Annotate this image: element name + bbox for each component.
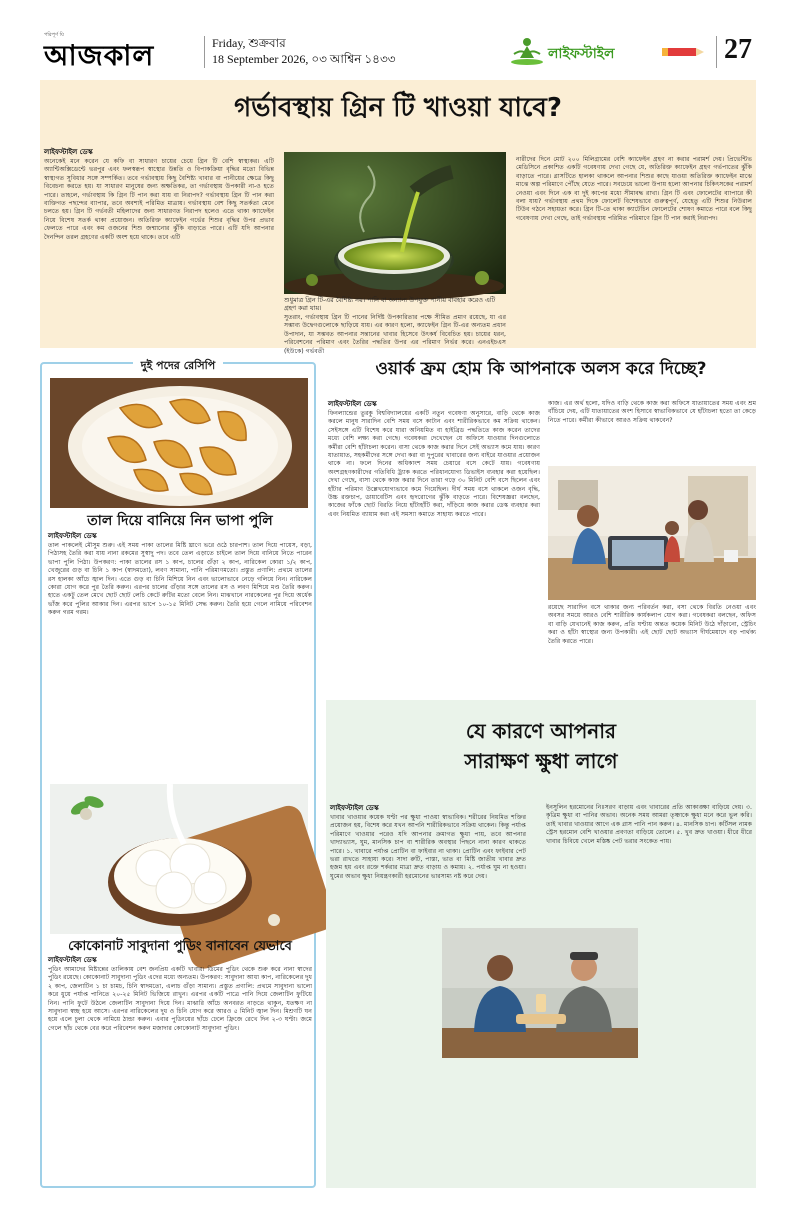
wfh-col1: ফিনল্যান্ডের তুরকু বিশ্ববিদ্যালয়ের একটি নতুন গবেষণা অনুসারে, বাড়ি থেকে কাজ করলে মানুষ সারাদিন বেশি সময় বসে কাটান এবং শারীরিকভাবে কম সক্রিয় থাকেন। সেইসঙ্গে এটি বিশেষ করে যারা অনিয়মিত বা হাইব্রিড পদ্ধতিতে কাজ করেন তাদের মধ্যে বেশি লক্ষ্য করা গেছে। গবেষকরা দেখেছেন যে অফিসে যাওয়ার দিনগুলোতে কর্মীরা বেশি হাঁটাচলা করেন। বাসা থেকে কাজ করার দিনে সেই অভ্যাস কমে যায়। কারণ যাতায়াত, সহকর্মীদের সঙ্গে দেখা করা বা দুপুরের খাবারের জন্য বাইরে যাওয়ার প্রয়োজন থাকে না। ফলে দিনের অধিকাংশ সময় চেয়ারে বসে কেটে যায়। গবেষণায় অংশগ্রহণকারীদের গতিবিধি ট্র্যাক করতে পরিধানযোগ্য ডিভাইস ব্যবহার করা হয়েছিল। দেখা গেছে, বাসা থেকে কাজ করার দিনে তারা গড়ে ৩০ মিনিট বেশি বসে ছিলেন এবং হাঁটার পরিমাণ উল্লেখযোগ্যভাবে কমে গিয়েছিল। দীর্ঘ সময় বসে থাকলে ওজন বৃদ্ধি, উচ্চ রক্তচাপ, ডায়াবেটিস এবং হৃদরোগের ঝুঁকি বাড়তে পারে। বিশেষজ্ঞরা বলছেন, কাজের ফাঁকে ছোট বিরতি নিয়ে হাঁটাহাঁটি করা, দাঁড়িয়ে কাজ করার ডেস্ক ব্যবহার করা এবং নিয়মিত ব্যায়াম করা এই সমস্যা কমাতে সাহায্য করতে পারে। — [328, 410, 540, 518]
hunger-byline: লাইফস্টাইল ডেস্ক — [330, 804, 379, 812]
hunger-article — [326, 700, 756, 1188]
hunger-headline-line2: সারাক্ষণ ক্ষুধা লাগে — [464, 749, 618, 773]
page-header — [40, 32, 756, 74]
hunger-col1: খাবার খাওয়ার কয়েক ঘণ্টা পর ক্ষুধা পাওয়া স্বাভাবিক। শরীরের নিয়মিত শক্তির প্রয়োজন হয়, বিশেষ করে যখন আপনি শারীরিকভাবে সক্রিয় থাকেন। কিন্তু পর্যাপ্ত পরিমাণে খাওয়ার পরেও যদি আপনার ক্রমাগত ক্ষুধা পায়, তবে আপনার খাদ্যাভ্যাস, ঘুম, মানসিক চাপ বা শারীরিক অবস্থার পিছনে নানা কারণ থাকতে পারে। ১. খাবারে পর্যাপ্ত প্রোটিন বা ফাইবার না থাকা। প্রোটিন এবং ফাইবার পেট ভরা রাখতে সাহায্য করে। সাদা রুটি, পাস্তা, ভাত বা মিষ্টি জাতীয় খাবার দ্রুত হজম হয় এবং রক্তে শর্করার মাত্রা দ্রুত বাড়ায় ও কমায়। ২. পর্যাপ্ত ঘুম না হওয়া। ঘুমের অভাব ক্ষুধা নিয়ন্ত্রণকারী হরমোনের ভারসাম্য নষ্ট করে দেয়। — [330, 814, 526, 880]
lifestyle-section-logo — [510, 36, 710, 66]
top-article-byline: লাইফস্টাইল ডেস্ক — [44, 148, 93, 156]
wfh-byline: লাইফস্টাইল ডেস্ক — [328, 400, 377, 408]
recipe2-byline: লাইফস্টাইল ডেস্ক — [48, 956, 97, 964]
wfh-article — [326, 352, 756, 688]
header-divider-right — [716, 36, 717, 68]
pudding-image — [50, 784, 308, 934]
masthead-logo: আজকাল — [44, 39, 155, 72]
meditation-figure-icon — [510, 36, 544, 66]
recipe1-byline: লাইফস্টাইল ডেস্ক — [48, 532, 97, 540]
page-number: 27 — [724, 34, 752, 65]
wfh-headline: ওয়ার্ক ফ্রম হোম কি আপনাকে অলস করে দিচ্ছে? — [375, 359, 707, 379]
recipe1-body: তাল পাকলেই মৌসুম শুরু। এই সময় পাকা তালের মিষ্টি ঘ্রাণে ভরে ওঠে চারপাশ। তাল দিয়ে পায়েস, বড়া, পিঠাসহ তৈরি করা যায় নানা রকমের সুস্বাদু পদ। তবে তেল এড়াতে চাইলে তাল দিয়ে বানিয়ে নিতে পারেন ভাপা পুলি পিঠা। উপকরণ: পাকা তালের রস ১ কাপ, চালের গুঁড়া ২ কাপ, নারিকেল কোরা ১/২ কাপ, খেজুরের গুড় বা চিনি ১ কাপ (স্বাদমতো), লবণ সামান্য, পানি পরিমাণমতো। প্রস্তুত প্রণালি: প্রথমে তালের রস হালকা আঁচে জ্বাল দিন। এতে গুড় বা চিনি মিশিয়ে নিন এবং ভালোভাবে নেড়ে গলিয়ে নিন। নারিকেল কোরা যোগ করে পুর তৈরি করুন। এরপর চালের গুঁড়ার সঙ্গে তালের রস ও লবণ মিশিয়ে মণ্ড তৈরি করুন। হাতে একটু তেল মেখে ছোট ছোট লেচি কেটে রুটির মতো বেলে নিন। মাঝখানে নারকেলের পুর দিয়ে অর্ধেক ভাঁজ করে পুলির আকার দিন। এরপর ভাপে ১০-১৫ মিনিট সেদ্ধ করুন। তৈরি হয়ে গেলে নামিয়ে পরিবেশন করুন গরম গরম। — [48, 542, 312, 617]
header-day: Friday, শুক্রবার — [212, 36, 286, 50]
recipe-banner-label: দুই পদের রেসিপি — [133, 357, 223, 376]
recipe2-body: পুডিং আমাদের মিষ্টান্নের তালিকায় বেশ জনপ্রিয় একটি খাবার। ডিমের পুডিং থেকে শুরু করে নানা স্বাদের পুডিং রয়েছে। কোকোনাট সাবুদানা পুডিং এদের মধ্যে অন্যতম। উপকরণ: সাবুদানা আধা কাপ, নারিকেলের দুধ ২ কাপ, জেলাটিন ১ চা চামচ, চিনি স্বাদমতো, এলাচ গুঁড়া সামান্য। প্রস্তুত প্রণালি: প্রথমে সাবুদানা ভালো করে ধুয়ে পর্যাপ্ত পানিতে ২০-২৫ মিনিট ভিজিয়ে রাখুন। এরপর একটি পাত্রে পানি দিয়ে জেলাটিন ফুটিয়ে নিন। পানি ফুটে উঠলে জেলাটিন সাবুদানা দিয়ে দিন। মাঝারি আঁচে অনবরত নাড়তে থাকুন, যতক্ষণ না সাবুদানা স্বচ্ছ হয়ে আসে। এরপর নারিকেলের দুধ ও চিনি যোগ করে আরও ৫ মিনিট জ্বাল দিন। মিশ্রণটি ঘন হয়ে এলে চুলা থেকে নামিয়ে ঠান্ডা করুন। এবার পুডিংয়ের ছাঁচে ঢেলে ফ্রিজে রেখে দিন ২-৩ ঘণ্টা। জমে গেলে ছাঁচ থেকে বের করে পরিবেশন করুন মজাদার কোকোনাট সাবুদানা পুডিং। — [48, 966, 312, 1032]
recipe-banner — [42, 354, 314, 376]
recipe2-title: কোকোনাট সাবুদানা পুডিং বানাবেন যেভাবে — [68, 939, 292, 954]
friends-eating-image — [442, 928, 638, 1058]
pitha-image — [50, 378, 308, 508]
top-article-col2: সুতরাং, গর্ভাবস্থায় গ্রিন টি পানের নির্দিষ্ট উপকারিতার পক্ষে সীমিত প্রমাণ রয়েছে, যা এর সম্ভাব্য উদ্বেগগুলোকে ছাড়িয়ে যায়। এর কারণ হলো, ক্যাফেইন গ্রিন টি-এর অন্যতম প্রধান উপাদান, যা সম্ভবত আপনার সন্তানের খাবার হিসেবে উৎকর্ষ বিবেচিত হয়। চায়ের ধরন, পরিবেশনের পরিমাণ এবং তৈরির পদ্ধতির উপর এর পরিমাণ নির্ভর করে। এনএইচএস (ইউকে) গর্ভবতী — [284, 314, 506, 355]
green-tea-caption: শুধুমাত্র গ্রিন টি-এর বৈশিষ্ট্য নয়। পানি বা অন্যান্য উপযুক্ত পানীয় বাবহার করেও এটি গ্রহণ করা যায়। — [284, 296, 496, 313]
top-article-col3: নারীদের দিনে মোট ২০০ মিলিগ্রামের বেশি ক্যাফেইন গ্রহণ না করার পরামর্শ দেয়। প্রিভেন্টিভ মেডিসিনে প্রকাশিত একটি গবেষণায় দেখা গেছে যে, অতিরিক্ত ক্যাফেইন গ্রহণ গর্ভপাতের ঝুঁকি বাড়াতে পারে। গ্লাসটিতে হালকা থাকলে আপনার শিশুর কাছে যাওয়া অতিরিক্ত ক্যাফেইন মাঝে মাঝে অল্প পরিমাণে পৌঁছে যেতে পারে। সবচেয়ে ভালো উপায় হলো আপনার চিকিৎসকের পরামর্শ নেওয়া এবং দিনে এক বা দুই কাপের মধ্যে সীমাবদ্ধ রাখা। গ্রিন টি এবং ফোলেটের ব্যাপারে কী বলা যায়? গর্ভাবস্থায় প্রথম দিকে ফোলেট বিশেষভাবে গুরুত্বপূর্ণ, যেহেতু এটি শিশুর নিউরাল টিউব গঠনে সহায়তা করে। গ্রিন টি-তে থাকা ক্যাটেচিন ফোলেটের শোষণ কমাতে পারে বলে কিছু গবেষণায় দেখা গেছে, তাই গর্ভাবস্থায় পরিমিত পরিমাণে গ্রিন টি পান করাই নিরাপদ। — [516, 156, 752, 222]
recipe-section — [40, 359, 316, 1188]
wfh-col2b: রয়েছে সারাদিন বসে থাকার জন্য পরিবর্তন করা, বসা থেকে বিরতি নেওয়া এবং অবসর সময়ে আরও বেশি শারীরিক কার্যকলাপ যোগ করা। গবেষকরা বলছেন, অফিস বা বাড়ি যেখানেই কাজ করুন, প্রতি ঘণ্টায় অন্তত কয়েক মিনিট উঠে দাঁড়ানো, স্ট্রেচিং করা ও হাঁটা স্বাস্থ্যের জন্য উপকারী। এই ছোট ছোট অভ্যাস দীর্ঘমেয়াদে বড় পার্থক্য তৈরি করতে পারে। — [548, 604, 756, 645]
wfh-family-image — [548, 466, 756, 600]
header-date: 18 September 2026, ০৩ আশ্বিন ১৪৩৩ — [212, 52, 396, 66]
pencil-icon — [660, 40, 704, 62]
section-title: লাইফস্টাইল — [548, 46, 615, 62]
hunger-col2: ইনসুলিন হরমোনের নিঃসরণ বাড়ায় এবং খাবারের প্রতি আকাঙ্ক্ষা বাড়িয়ে দেয়। ৩. কৃত্রিম ক্ষুধা বা পানির অভাব। অনেক সময় আমরা তৃষ্ণাকে ক্ষুধা মনে করে ভুল করি। তাই খাবার খাওয়ার আগে এক গ্লাস পানি পান করুন। ৪. মানসিক চাপ। কর্টিসল নামক স্ট্রেস হরমোন বেশি খাওয়ার প্রবণতা বাড়িয়ে তোলে। ৫. খুব দ্রুত খাওয়া। ধীরে ধীরে খাবার চিবিয়ে খেলে মস্তিষ্ক পেট ভরার সংকেত পায়। — [546, 804, 752, 845]
recipe1-title: তাল দিয়ে বানিয়ে নিন ভাপা পুলি — [87, 513, 273, 529]
masthead-tag: পরিপূর্ণ যি — [44, 32, 64, 38]
header-divider — [204, 36, 205, 68]
wfh-col2a: কাজ। এর অর্থ হলো, যদিও বাড়ি থেকে কাজ করা অফিসে যাতায়াতের সময় এবং শ্রম বাঁচিয়ে দেয়, এটি যাতায়াতের অংশ হিসাবে স্বাভাবিকভাবে যে হাঁটাচলা হতো তা কেড়ে নিতে পারে। কর্মীরা কীভাবে আরও সক্রিয় থাকবেন? — [548, 400, 756, 424]
top-article — [40, 80, 756, 355]
hunger-headline-line1: যে কারণে আপনার — [465, 719, 617, 743]
top-article-headline: গর্ভাবস্থায় গ্রিন টি খাওয়া যাবে? — [234, 93, 562, 123]
green-tea-image — [284, 152, 506, 294]
top-article-col1: অনেকেই মনে করেন যে কফি বা সাধারণ চায়ের চেয়ে গ্রিন টি বেশি স্বাস্থ্যকর। এটি অ্যান্টিঅক্সিডেন্টে ভরপুর এবং ফলস্বরূপ স্বাস্থ্যের উন্নতি ও বিপাকক্রিয়া বৃদ্ধির মতো বিভিন্ন স্বাস্থ্যগত সুবিধার সঙ্গে সম্পর্কিত। তবে গর্ভাবস্থায় কিছু বৈশিষ্ট্য খাবার বা পানীয়ের ক্ষেত্রে কিছু বিবেচনা করতে হয়। যা সাধারণ মানুষের জন্য অক্ষতিকর, তা গর্ভাবস্থায় উপকারী না-ও হতে পারে। তাহলে, গর্ভাবস্থায় কি গ্রিন টি পান করা যায় বা নিরাপদ? গর্ভাবস্থায় গ্রিন টি পান করা ব্যক্তিগত পছন্দের ব্যাপার, তবে অবশ্যই পরিমিত মাত্রায়। গর্ভাবস্থায় বেশ কিছু সতর্কতা মেনে চলতে হয়। গ্রিন টি গর্ভবতী মহিলাদের জন্য সাধারণত নিরাপদ হলেও এতে থাকা ক্যাফেইন নিয়ে বিশেষ সতর্ক থাকা প্রয়োজন। অতিরিক্ত ক্যাফেইন গর্ভের শিশুর বৃদ্ধির উপর প্রভাব ফেলতে পারে এবং কম ওজনের শিশু জন্মানোর ঝুঁকি বাড়াতে পারে। এটি যদি আপনার দৈনন্দিন তরল গ্রহণের একটি অংশ হয়ে থাকে। তবে এটি — [44, 158, 274, 241]
